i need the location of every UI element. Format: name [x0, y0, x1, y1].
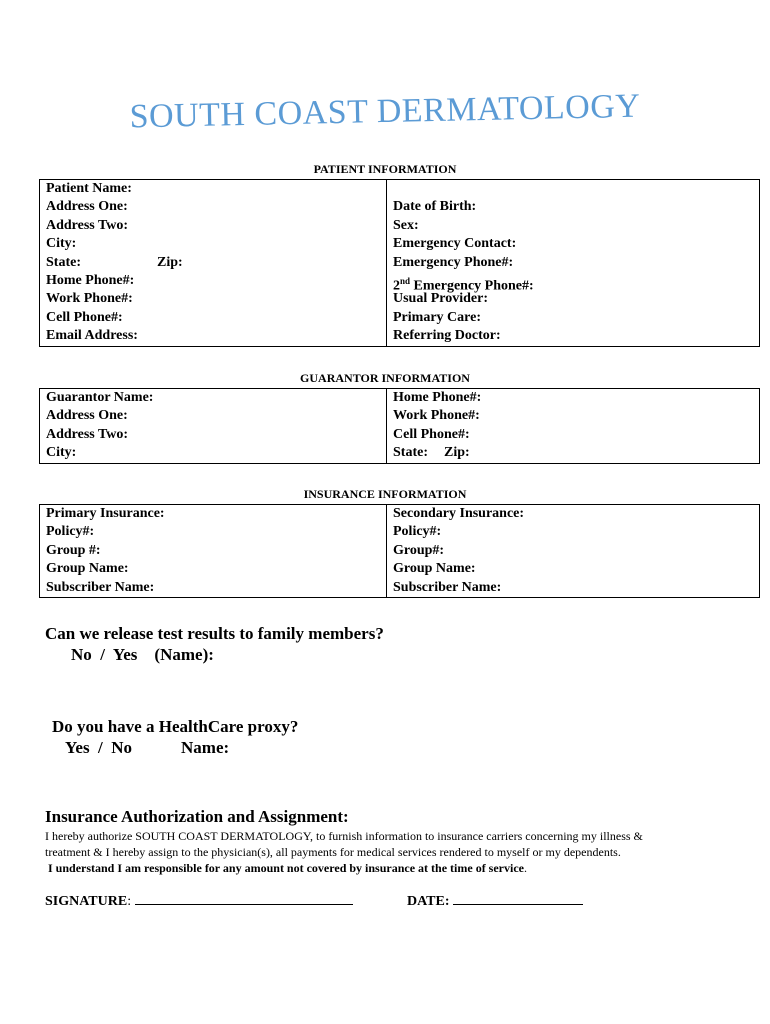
insurance-right-column	[387, 505, 760, 598]
second-emergency-phone-field[interactable]	[393, 272, 759, 294]
date-line[interactable]	[453, 890, 583, 905]
guarantor-home-phone-field[interactable]: Home Phone#:	[393, 390, 482, 405]
primary-group-name-field[interactable]: Group Name:	[46, 561, 129, 577]
emergency-phone-field[interactable]: Emergency Phone#:	[393, 254, 514, 270]
secondary-group-field[interactable]: Group#:	[393, 542, 445, 558]
primary-care-field[interactable]: Primary Care:	[393, 309, 481, 325]
primary-subscriber-name-field[interactable]: Subscriber Name:	[46, 579, 155, 595]
signature-row	[45, 890, 353, 912]
guarantor-right-column	[387, 389, 760, 464]
patient-info-table	[39, 179, 760, 347]
blank-line	[393, 180, 759, 198]
patient-name-field[interactable]: Patient Name:	[46, 181, 132, 196]
second-rest: Emergency Phone#:	[410, 278, 534, 294]
referring-doctor-field[interactable]: Referring Doctor:	[393, 328, 501, 344]
guarantor-state-field[interactable]: State:	[393, 445, 428, 461]
guarantor-address-one-field[interactable]: Address One:	[46, 408, 128, 424]
authorization-title: Insurance Authorization and Assignment:	[45, 807, 349, 826]
state-field[interactable]: State:	[46, 254, 81, 270]
address-two-field[interactable]: Address Two:	[46, 217, 129, 233]
guarantor-state-zip-row	[393, 444, 759, 462]
home-phone-field[interactable]: Home Phone#:	[46, 272, 135, 288]
signature-colon: :	[127, 894, 132, 909]
patient-right-column	[387, 180, 760, 347]
signature-line[interactable]	[135, 890, 353, 905]
zip-field[interactable]: Zip:	[157, 254, 183, 270]
guarantor-zip-field[interactable]: Zip:	[444, 445, 470, 461]
healthcare-proxy-name-field[interactable]: Name:	[181, 738, 230, 757]
authorization-line-3: I understand I am responsible for any amount not covered by insurance at the time of service	[48, 861, 524, 875]
authorization-line-1: I hereby authorize SOUTH COAST DERMATOLOGY, to furnish information to insurance carriers concerning my illness &	[45, 829, 643, 843]
address-one-field[interactable]: Address One:	[46, 199, 128, 215]
healthcare-proxy-question: Do you have a HealthCare proxy?	[52, 717, 299, 736]
release-results-options[interactable]: No / Yes (Name):	[71, 645, 214, 664]
primary-insurance-field[interactable]: Primary Insurance:	[46, 506, 165, 521]
email-address-field[interactable]: Email Address:	[46, 328, 138, 344]
guarantor-info-heading: GUARANTOR INFORMATION	[300, 371, 470, 385]
secondary-group-name-field[interactable]: Group Name:	[393, 561, 476, 577]
authorization-line-3-end: .	[524, 861, 527, 875]
guarantor-address-two-field[interactable]: Address Two:	[46, 426, 129, 442]
secondary-subscriber-name-field[interactable]: Subscriber Name:	[393, 579, 502, 595]
primary-group-field[interactable]: Group #:	[46, 542, 101, 558]
authorization-line-2: treatment & I hereby assign to the physician(s), all payments for medical services rendered to myself or my dependents.	[45, 845, 621, 859]
state-zip-row	[46, 254, 386, 272]
secondary-insurance-field[interactable]: Secondary Insurance:	[393, 506, 525, 521]
secondary-policy-field[interactable]: Policy#:	[393, 524, 442, 540]
guarantor-info-table	[39, 388, 760, 464]
signature-label: SIGNATURE	[45, 894, 128, 909]
healthcare-proxy-options[interactable]: Yes / No	[65, 738, 133, 757]
guarantor-cell-phone-field[interactable]: Cell Phone#:	[393, 426, 470, 442]
patient-left-column	[40, 180, 387, 347]
insurance-info-heading: INSURANCE INFORMATION	[303, 487, 467, 501]
guarantor-name-field[interactable]: Guarantor Name:	[46, 390, 154, 405]
cell-phone-field[interactable]: Cell Phone#:	[46, 309, 123, 325]
guarantor-city-field[interactable]: City:	[46, 445, 77, 461]
insurance-info-table	[39, 504, 760, 598]
date-label: DATE:	[407, 894, 450, 909]
second-sup: nd	[400, 275, 411, 286]
emergency-contact-field[interactable]: Emergency Contact:	[393, 236, 517, 252]
second-num: 2	[393, 278, 400, 294]
guarantor-left-column	[40, 389, 387, 464]
practice-title: SOUTH COAST DERMATOLOGY	[129, 87, 641, 136]
sex-field[interactable]: Sex:	[393, 217, 419, 233]
authorization-line-3-row	[45, 860, 735, 876]
city-field[interactable]: City:	[46, 236, 77, 252]
insurance-left-column	[40, 505, 387, 598]
primary-policy-field[interactable]: Policy#:	[46, 524, 95, 540]
work-phone-field[interactable]: Work Phone#:	[46, 291, 133, 307]
date-row	[407, 890, 583, 912]
authorization-text	[45, 828, 735, 876]
date-of-birth-field[interactable]: Date of Birth:	[393, 199, 477, 215]
guarantor-work-phone-field[interactable]: Work Phone#:	[393, 408, 480, 424]
usual-provider-field[interactable]: Usual Provider:	[393, 291, 489, 307]
patient-info-heading: PATIENT INFORMATION	[313, 162, 457, 176]
release-results-question: Can we release test results to family members?	[45, 624, 384, 643]
